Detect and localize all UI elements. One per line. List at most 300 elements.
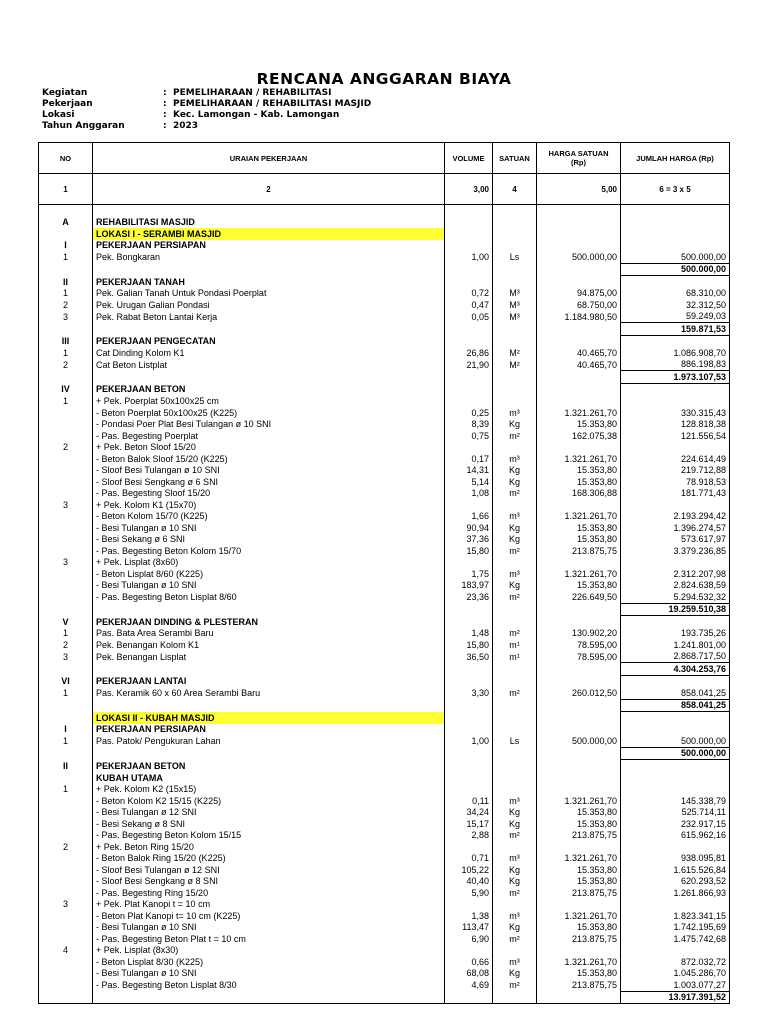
row-unit-price: 1.321.261,70 <box>537 852 621 864</box>
row-total-price: 2.868.717,50 <box>621 651 730 663</box>
row-unit-price: 15.353,80 <box>537 522 621 534</box>
table-row <box>39 251 730 263</box>
row-volume <box>445 944 493 956</box>
row-description <box>93 205 445 217</box>
row-unit <box>493 217 537 229</box>
table-body <box>39 205 730 1004</box>
row-unit: Kg <box>493 806 537 818</box>
row-no: 2 <box>39 299 93 311</box>
table-row <box>39 616 730 628</box>
row-description: PEKERJAAN LANTAI <box>93 675 445 687</box>
row-total-price: 19.259.510,38 <box>621 603 730 616</box>
row-volume <box>445 724 493 736</box>
row-total-price: 1.396.274,57 <box>621 522 730 534</box>
table-row <box>39 760 730 772</box>
row-description: - Pas. Begesting Beton Plat t = 10 cm <box>93 933 445 945</box>
row-no: 1 <box>39 288 93 300</box>
column-header-jumlah-harga: JUMLAH HARGA (Rp) <box>621 143 730 174</box>
row-description: Pek. Bongkaran <box>93 251 445 263</box>
row-no <box>39 663 93 676</box>
row-unit <box>493 276 537 288</box>
row-total-price: 3.379.236,85 <box>621 545 730 557</box>
row-unit <box>493 205 537 217</box>
row-description <box>93 603 445 616</box>
row-unit-price: 15.353,80 <box>537 968 621 980</box>
row-unit-price <box>537 991 621 1004</box>
row-description: - Beton Lisplat 8/30 (K225) <box>93 956 445 968</box>
row-volume <box>445 335 493 347</box>
table-row <box>39 464 730 476</box>
info-row-kegiatan <box>42 88 371 99</box>
row-unit: Kg <box>493 533 537 545</box>
row-description: - Besi Tulangan ø 10 SNI <box>93 921 445 933</box>
row-description: - Beton Kolom 15/70 (K225) <box>93 510 445 522</box>
row-description: + Pek. Lisplat (8x60) <box>93 556 445 568</box>
location-header-row <box>39 712 730 724</box>
row-description: + Pek. Kolom K1 (15x70) <box>93 499 445 511</box>
row-no <box>39 968 93 980</box>
row-description: - Pondasi Poer Plat Besi Tulangan ø 10 SNI <box>93 418 445 430</box>
table-row <box>39 407 730 419</box>
row-unit-price: 500.000,00 <box>537 251 621 263</box>
row-description: + Pek. Beton Sloof 15/20 <box>93 441 445 453</box>
row-description: - Sloof Besi Tulangan ø 12 SNI <box>93 864 445 876</box>
row-total-price: 1.261.866,93 <box>621 887 730 899</box>
row-volume <box>445 205 493 217</box>
row-volume: 40,40 <box>445 875 493 887</box>
row-description: + Pek. Poerplat 50x100x25 cm <box>93 395 445 407</box>
row-unit-price <box>537 603 621 616</box>
table-row <box>39 887 730 899</box>
row-no <box>39 956 93 968</box>
row-unit-price: 213.875,75 <box>537 933 621 945</box>
row-volume: 26,86 <box>445 347 493 359</box>
row-total-price <box>621 760 730 772</box>
row-volume: 1,66 <box>445 510 493 522</box>
row-volume <box>445 898 493 910</box>
row-unit-price <box>537 323 621 336</box>
row-unit-price: 130.902,20 <box>537 628 621 640</box>
row-description: Pek. Galian Tanah Untuk Pondasi Poerplat <box>93 288 445 300</box>
row-unit: Ls <box>493 251 537 263</box>
row-no <box>39 712 93 724</box>
row-unit-price: 1.321.261,70 <box>537 956 621 968</box>
row-unit-price: 168.306,88 <box>537 487 621 499</box>
row-total-price: 2.193.294,42 <box>621 510 730 522</box>
row-no: 3 <box>39 499 93 511</box>
row-unit: m³ <box>493 852 537 864</box>
row-total-price <box>621 499 730 511</box>
info-row-lokasi <box>42 110 371 121</box>
row-unit: m³ <box>493 510 537 522</box>
row-volume: 0,71 <box>445 852 493 864</box>
table-row <box>39 359 730 371</box>
row-unit-price <box>537 228 621 240</box>
row-unit: m² <box>493 591 537 603</box>
row-unit-price: 15.353,80 <box>537 818 621 830</box>
row-unit-price: 162.075,38 <box>537 430 621 442</box>
table-row <box>39 687 730 699</box>
row-unit: m³ <box>493 956 537 968</box>
row-total-price: 938.095,81 <box>621 852 730 864</box>
row-volume <box>445 499 493 511</box>
row-total-price: 330.315,43 <box>621 407 730 419</box>
row-unit <box>493 441 537 453</box>
row-total-price: 128.818,38 <box>621 418 730 430</box>
row-description: Pas. Bata Area Serambi Baru <box>93 628 445 640</box>
row-total-price: 1.475.742,68 <box>621 933 730 945</box>
table-row <box>39 875 730 887</box>
info-row-tahun-anggaran <box>42 121 371 132</box>
table-row <box>39 795 730 807</box>
row-volume: 0,47 <box>445 299 493 311</box>
row-no: I <box>39 240 93 252</box>
row-description: Pek. Urugan Galian Pondasi <box>93 299 445 311</box>
budget-table <box>38 142 730 1004</box>
row-total-price: 858.041,25 <box>621 687 730 699</box>
info-colon: : <box>163 110 167 120</box>
table-row <box>39 864 730 876</box>
subtotal-row <box>39 991 730 1004</box>
row-volume: 15,80 <box>445 545 493 557</box>
row-volume <box>445 217 493 229</box>
row-unit: Kg <box>493 418 537 430</box>
table-row <box>39 499 730 511</box>
row-no: 2 <box>39 639 93 651</box>
subtotal-row <box>39 371 730 384</box>
row-total-price: 1.241.801,00 <box>621 639 730 651</box>
row-unit-price: 1.321.261,70 <box>537 510 621 522</box>
row-unit-price: 15.353,80 <box>537 806 621 818</box>
row-volume <box>445 603 493 616</box>
row-unit: Kg <box>493 818 537 830</box>
row-no: 2 <box>39 841 93 853</box>
info-colon: : <box>163 121 167 131</box>
row-no <box>39 818 93 830</box>
row-volume: 183,97 <box>445 580 493 592</box>
row-description: - Beton Kolom K2 15/15 (K225) <box>93 795 445 807</box>
row-volume <box>445 441 493 453</box>
row-no <box>39 829 93 841</box>
row-no: A <box>39 217 93 229</box>
row-total-price: 193.735,26 <box>621 628 730 640</box>
row-total-price <box>621 228 730 240</box>
row-no <box>39 228 93 240</box>
row-description: - Sloof Besi Sengkang ø 6 SNI <box>93 476 445 488</box>
row-unit-price <box>537 556 621 568</box>
row-volume <box>445 783 493 795</box>
column-header-no: NO <box>39 143 93 174</box>
table-row <box>39 568 730 580</box>
table-row <box>39 818 730 830</box>
row-unit <box>493 699 537 712</box>
table-row <box>39 772 730 784</box>
row-volume: 23,36 <box>445 591 493 603</box>
row-no: 1 <box>39 395 93 407</box>
row-volume <box>445 371 493 384</box>
row-no <box>39 864 93 876</box>
row-no <box>39 887 93 899</box>
row-unit-price: 1.321.261,70 <box>537 795 621 807</box>
row-description: PEKERJAAN BETON <box>93 383 445 395</box>
row-no: II <box>39 276 93 288</box>
row-no <box>39 747 93 760</box>
row-unit <box>493 371 537 384</box>
row-description: - Pas. Begesting Beton Kolom 15/70 <box>93 545 445 557</box>
column-number: 3,00 <box>445 174 493 205</box>
row-no <box>39 591 93 603</box>
row-unit <box>493 772 537 784</box>
row-unit-price: 40.465,70 <box>537 359 621 371</box>
table-row <box>39 476 730 488</box>
row-no <box>39 476 93 488</box>
row-description: LOKASI I - SERAMBI MASJID <box>93 228 445 240</box>
row-unit <box>493 395 537 407</box>
row-no <box>39 464 93 476</box>
row-unit-price <box>537 616 621 628</box>
row-volume: 5,14 <box>445 476 493 488</box>
row-total-price: 2.824.638,59 <box>621 580 730 592</box>
row-description: Pek. Benangan Lisplat <box>93 651 445 663</box>
row-no: 1 <box>39 783 93 795</box>
row-no <box>39 205 93 217</box>
row-volume <box>445 991 493 1004</box>
column-number: 5,00 <box>537 174 621 205</box>
row-volume: 0,66 <box>445 956 493 968</box>
row-volume: 0,05 <box>445 311 493 323</box>
row-total-price: 500.000,00 <box>621 263 730 276</box>
row-volume <box>445 395 493 407</box>
row-unit: m² <box>493 628 537 640</box>
row-no <box>39 795 93 807</box>
row-volume: 105,22 <box>445 864 493 876</box>
row-description: - Pas. Begesting Beton Kolom 15/15 <box>93 829 445 841</box>
row-unit-price <box>537 783 621 795</box>
table-row <box>39 533 730 545</box>
row-no: 3 <box>39 898 93 910</box>
table-row <box>39 910 730 922</box>
row-unit: M³ <box>493 288 537 300</box>
row-volume: 0,72 <box>445 288 493 300</box>
row-unit-price <box>537 699 621 712</box>
row-total-price <box>621 944 730 956</box>
row-no <box>39 580 93 592</box>
row-no: 3 <box>39 556 93 568</box>
row-unit-price <box>537 944 621 956</box>
row-volume: 0,17 <box>445 453 493 465</box>
row-unit: m¹ <box>493 639 537 651</box>
row-unit <box>493 783 537 795</box>
row-no: VI <box>39 675 93 687</box>
row-unit: m² <box>493 487 537 499</box>
row-unit-price <box>537 760 621 772</box>
row-unit <box>493 556 537 568</box>
row-unit <box>493 335 537 347</box>
row-unit-price: 1.321.261,70 <box>537 568 621 580</box>
row-unit-price: 213.875,75 <box>537 829 621 841</box>
table-row <box>39 829 730 841</box>
row-volume: 1,00 <box>445 735 493 747</box>
table-row <box>39 299 730 311</box>
row-volume: 1,00 <box>445 251 493 263</box>
row-total-price: 78.918,53 <box>621 476 730 488</box>
row-volume <box>445 747 493 760</box>
row-unit-price: 226.649,50 <box>537 591 621 603</box>
row-total-price <box>621 556 730 568</box>
row-total-price: 145.338,79 <box>621 795 730 807</box>
row-unit-price <box>537 263 621 276</box>
row-total-price <box>621 712 730 724</box>
row-volume: 1,38 <box>445 910 493 922</box>
table-row <box>39 418 730 430</box>
row-unit-price: 213.875,75 <box>537 887 621 899</box>
row-total-price: 1.045.286,70 <box>621 968 730 980</box>
row-description: + Pek. Plat Kanopi t = 10 cm <box>93 898 445 910</box>
row-description: - Beton Poerplat 50x100x25 (K225) <box>93 407 445 419</box>
row-no <box>39 910 93 922</box>
table-row <box>39 628 730 640</box>
row-unit <box>493 383 537 395</box>
row-total-price <box>621 205 730 217</box>
row-unit-price: 78.595,00 <box>537 651 621 663</box>
row-volume <box>445 240 493 252</box>
row-unit <box>493 841 537 853</box>
table-row <box>39 724 730 736</box>
row-volume: 2,88 <box>445 829 493 841</box>
table-row <box>39 276 730 288</box>
table-row <box>39 347 730 359</box>
table-row <box>39 510 730 522</box>
table-row <box>39 383 730 395</box>
table-row <box>39 841 730 853</box>
row-unit <box>493 603 537 616</box>
info-row-pekerjaan <box>42 99 371 110</box>
row-unit-price: 213.875,75 <box>537 545 621 557</box>
row-no: 1 <box>39 687 93 699</box>
row-no <box>39 772 93 784</box>
row-description: PEKERJAAN PERSIAPAN <box>93 240 445 252</box>
row-no: II <box>39 760 93 772</box>
row-total-price <box>621 240 730 252</box>
row-unit-price: 500.000,00 <box>537 735 621 747</box>
row-total-price: 13.917.391,52 <box>621 991 730 1004</box>
row-unit: m¹ <box>493 651 537 663</box>
row-unit-price: 94.875,00 <box>537 288 621 300</box>
row-volume <box>445 616 493 628</box>
row-volume <box>445 323 493 336</box>
table-row <box>39 441 730 453</box>
row-volume <box>445 383 493 395</box>
row-total-price: 59.249,03 <box>621 311 730 323</box>
row-description: - Besi Sekang ø 8 SNI <box>93 818 445 830</box>
row-total-price: 872.032,72 <box>621 956 730 968</box>
row-no: 1 <box>39 735 93 747</box>
row-unit <box>493 323 537 336</box>
row-no: 1 <box>39 347 93 359</box>
row-description: Cat Beton Listplat <box>93 359 445 371</box>
row-description: REHABILITASI MASJID <box>93 217 445 229</box>
row-unit: Kg <box>493 522 537 534</box>
row-no <box>39 323 93 336</box>
row-unit-price <box>537 371 621 384</box>
row-volume <box>445 263 493 276</box>
row-total-price: 858.041,25 <box>621 699 730 712</box>
row-no: 3 <box>39 651 93 663</box>
row-unit-price <box>537 240 621 252</box>
row-no <box>39 979 93 991</box>
row-unit: m² <box>493 829 537 841</box>
row-unit <box>493 898 537 910</box>
table-row <box>39 430 730 442</box>
row-description: - Besi Tulangan ø 12 SNI <box>93 806 445 818</box>
column-header-volume: VOLUME <box>445 143 493 174</box>
row-unit-price: 15.353,80 <box>537 533 621 545</box>
info-label: Tahun Anggaran <box>42 121 125 131</box>
row-volume <box>445 841 493 853</box>
row-total-price: 1.973.107,53 <box>621 371 730 384</box>
row-unit: M² <box>493 359 537 371</box>
info-colon: : <box>163 99 167 109</box>
row-no <box>39 875 93 887</box>
row-description: PEKERJAAN PENGECATAN <box>93 335 445 347</box>
row-total-price <box>621 841 730 853</box>
info-label: Pekerjaan <box>42 99 93 109</box>
row-total-price: 224.614,49 <box>621 453 730 465</box>
table-row <box>39 487 730 499</box>
row-volume: 3,30 <box>445 687 493 699</box>
row-no: 1 <box>39 251 93 263</box>
row-unit-price <box>537 499 621 511</box>
info-value: 2023 <box>173 121 199 131</box>
table-row <box>39 898 730 910</box>
row-volume <box>445 712 493 724</box>
row-volume: 1,48 <box>445 628 493 640</box>
row-total-price: 886.198,83 <box>621 359 730 371</box>
table-row <box>39 979 730 991</box>
row-total-price: 232.917,15 <box>621 818 730 830</box>
row-volume: 4,69 <box>445 979 493 991</box>
row-no <box>39 921 93 933</box>
row-unit <box>493 240 537 252</box>
row-total-price <box>621 724 730 736</box>
row-total-price: 1.003.077,27 <box>621 979 730 991</box>
row-unit: Kg <box>493 921 537 933</box>
page-title: RENCANA ANGGARAN BIAYA <box>256 70 512 88</box>
row-description: - Pas. Begesting Sloof 15/20 <box>93 487 445 499</box>
row-total-price: 219.712,88 <box>621 464 730 476</box>
row-volume: 0,11 <box>445 795 493 807</box>
row-unit-price <box>537 772 621 784</box>
row-unit-price <box>537 663 621 676</box>
column-number: 2 <box>93 174 445 205</box>
row-volume: 5,90 <box>445 887 493 899</box>
row-volume: 0,25 <box>445 407 493 419</box>
subtotal-row <box>39 747 730 760</box>
table-row <box>39 921 730 933</box>
row-volume: 34,24 <box>445 806 493 818</box>
row-unit: Ls <box>493 735 537 747</box>
row-no <box>39 371 93 384</box>
row-no <box>39 418 93 430</box>
row-description <box>93 323 445 336</box>
row-volume <box>445 556 493 568</box>
row-volume: 36,50 <box>445 651 493 663</box>
info-label: Lokasi <box>42 110 75 120</box>
row-no: III <box>39 335 93 347</box>
info-label: Kegiatan <box>42 88 88 98</box>
row-unit-price <box>537 898 621 910</box>
row-description <box>93 699 445 712</box>
